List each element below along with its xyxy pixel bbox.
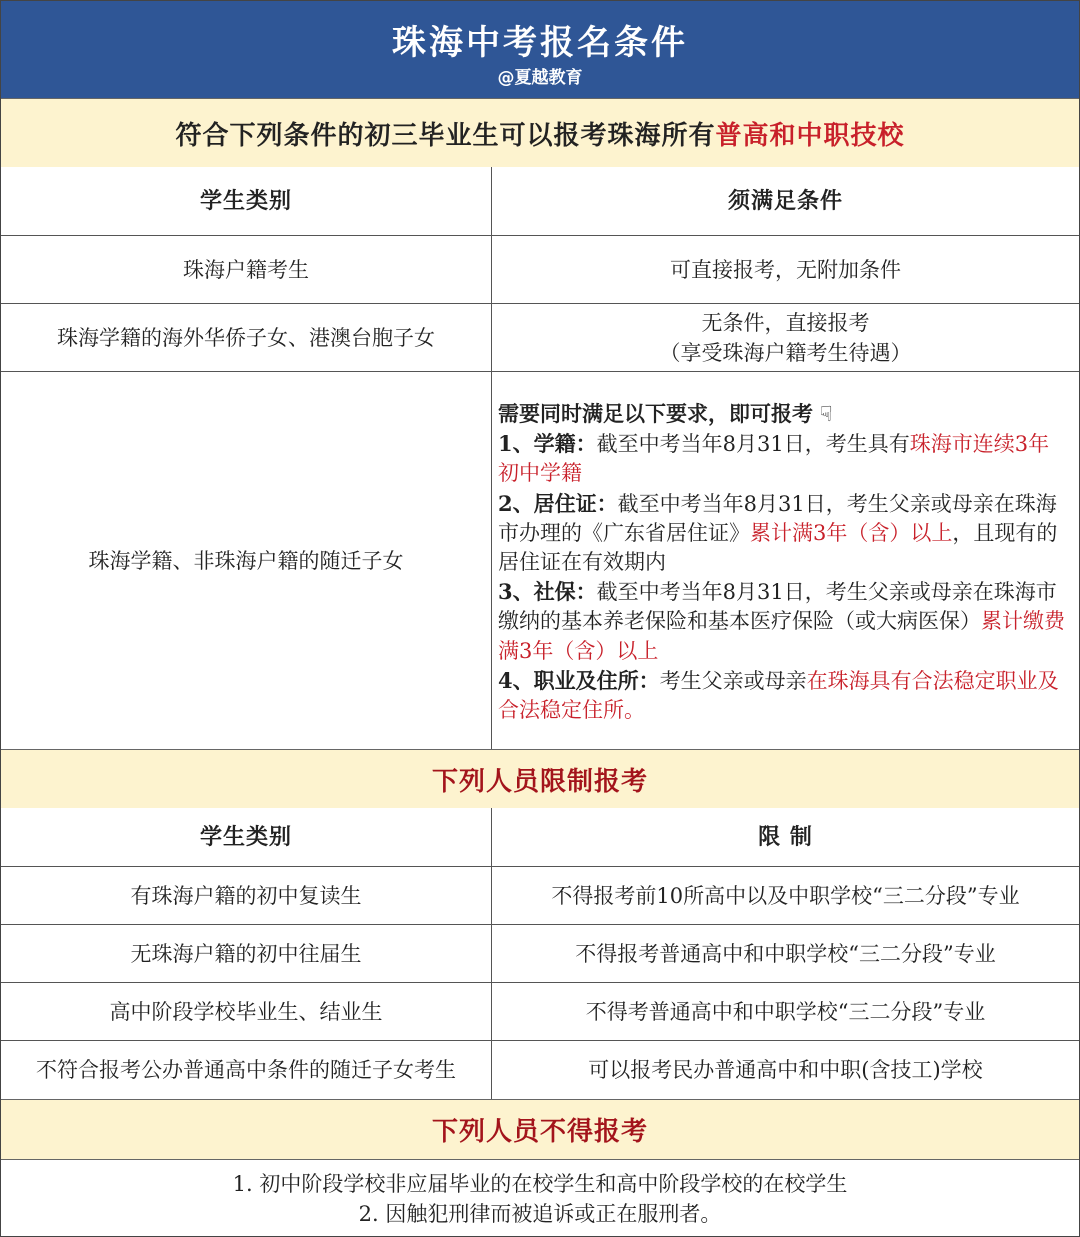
- category-cell: 无珠海户籍的初中往届生: [1, 925, 492, 982]
- header: [1, 1, 1079, 100]
- condition-cell: [492, 304, 1079, 371]
- category-cell: 有珠海户籍的初中复读生: [1, 867, 492, 924]
- table-row: [1, 1041, 1079, 1099]
- requirement-item: 1、学籍：截至中考当年8月31日，考生具有珠海市连续3年初中学籍: [498, 431, 1050, 486]
- column-header-category: 学生类别: [1, 808, 492, 866]
- limit-cell: 不得报考普通高中和中职学校“三二分段”专业: [575, 941, 996, 966]
- column-header-limit: 限 制: [758, 824, 813, 850]
- prohibited-banner: 下列人员不得报考: [1, 1099, 1079, 1160]
- prohibited-list: [1, 1159, 1079, 1236]
- requirement-item: 2、居住证：截至中考当年8月31日，考生父亲或母亲在珠海市办理的《广东省居住证》累计满3年（含）以上，且现有的居住证在有效期内: [498, 490, 1058, 575]
- table-row: [1, 867, 1079, 925]
- category-cell: 珠海学籍、非珠海户籍的随迁子女: [1, 372, 492, 749]
- condition-line: 可直接报考，无附加条件: [670, 257, 901, 282]
- requirements-list: [498, 399, 1068, 725]
- condition-cell: [492, 236, 1079, 303]
- table-row: [1, 236, 1079, 304]
- category-cell: 不符合报考公办普通高中条件的随迁子女考生: [1, 1041, 492, 1099]
- condition-line: 无条件，直接报考: [701, 310, 870, 335]
- page-title: 珠海中考报名条件: [392, 23, 688, 63]
- table-row: [1, 983, 1079, 1041]
- limit-cell: 不得报考前10所高中以及中职学校“三二分段”专业: [551, 883, 1020, 908]
- limit-cell: 不得考普通高中和中职学校“三二分段”专业: [585, 999, 986, 1024]
- requirement-item: 3、社保：截至中考当年8月31日，考生父亲或母亲在珠海市缴纳的基本养老保险和基本医疗保险（或大病医保）累计缴费满3年（含）以上: [498, 579, 1065, 663]
- list-item: 2. 因触犯刑律而被追诉或正在服刑者。: [358, 1202, 722, 1226]
- requirement-item: 4、职业及住所：考生父亲或母亲在珠海具有合法稳定职业及合法稳定住所。: [498, 667, 1059, 723]
- column-header-condition: 须满足条件: [727, 188, 843, 214]
- limit-cell: 可以报考民办普通高中和中职(含技工)学校: [588, 1058, 983, 1082]
- condition-line: （享受珠海户籍考生待遇）: [659, 340, 912, 365]
- table-row: [1, 304, 1079, 372]
- category-cell: 珠海学籍的海外华侨子女、港澳台胞子女: [1, 304, 492, 371]
- eligible-header-row: [1, 167, 1079, 236]
- pointing-hand-icon: ☟: [819, 402, 833, 426]
- category-cell: 高中阶段学校毕业生、结业生: [1, 983, 492, 1040]
- category-cell: 珠海户籍考生: [1, 236, 492, 303]
- page-subtitle: @夏越教育: [497, 68, 583, 88]
- table-row: [1, 925, 1079, 983]
- restricted-banner: 下列人员限制报考: [1, 749, 1079, 809]
- restricted-header-row: [1, 808, 1079, 867]
- eligible-banner-text: 符合下列条件的初三毕业生可以报考珠海所有: [175, 120, 716, 151]
- column-header-category: 学生类别: [1, 167, 492, 235]
- eligible-banner-highlight: 普高和中职技校: [715, 120, 905, 151]
- eligible-banner: [1, 98, 1079, 168]
- requirements-intro: 需要同时满足以下要求，即可报考 ☟: [498, 401, 833, 426]
- list-item: 1. 初中阶段学校非应届毕业的在校学生和高中阶段学校的在校学生: [232, 1172, 848, 1196]
